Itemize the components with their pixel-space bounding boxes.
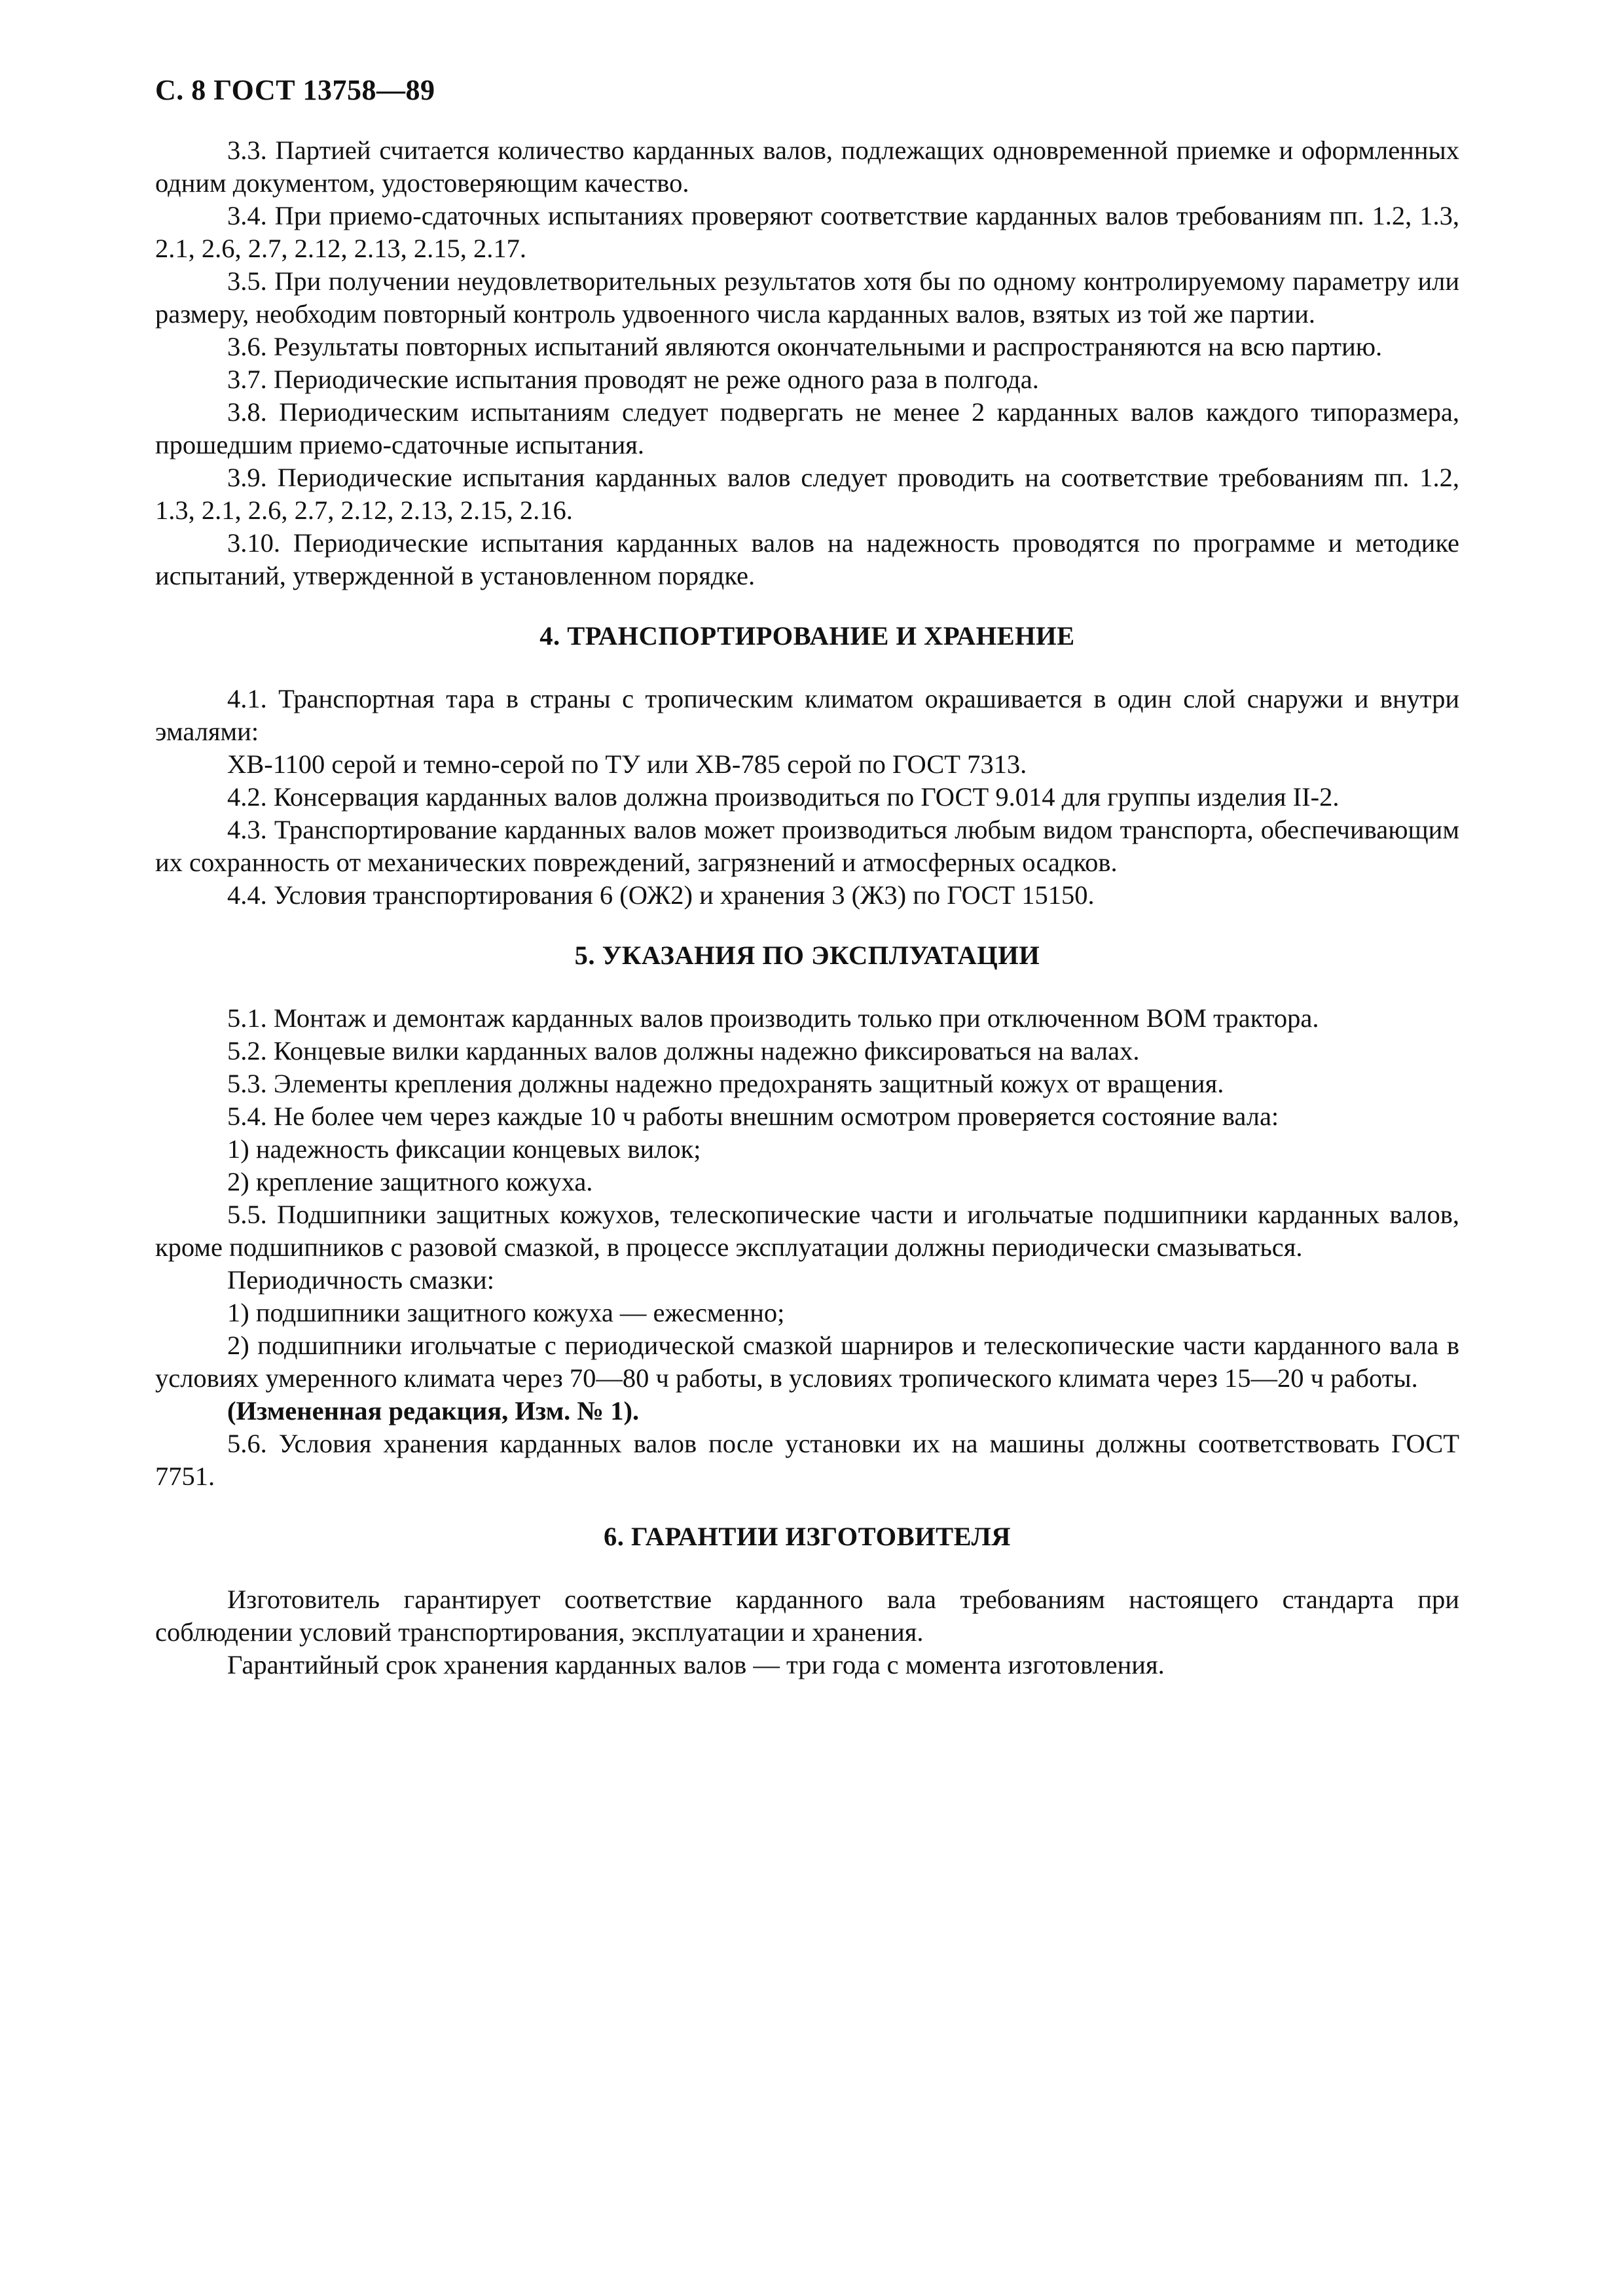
amendment-note: (Измененная редакция, Изм. № 1). [227,1396,640,1426]
paragraph-3-5: 3.5. При получении неудовлетворительных результатов хотя бы по одному контролируемому параметру или размеру, необходим повторный контроль удвоенного числа карданных валов, взятых из той же партии. [155,266,1459,329]
paragraph-4-1-enamels: ХВ-1100 серой и темно-серой по ТУ или ХВ-785 серой по ГОСТ 7313. [227,749,1027,779]
paragraph-5-2: 5.2. Концевые вилки карданных валов должны надежно фиксироваться на валах. [227,1036,1140,1066]
paragraph-5-1: 5.1. Монтаж и демонтаж карданных валов производить только при отключенном ВОМ трактора. [227,1003,1319,1033]
document-body [155,134,1459,1681]
paragraph-3-6: 3.6. Результаты повторных испытаний являются окончательными и распространяются на всю партию. [227,332,1383,361]
paragraph-3-8: 3.8. Периодическим испытаниям следует подвергать не менее 2 карданных валов каждого типоразмера, прошедшим приемо-сдаточные испытания. [155,397,1459,459]
list-item-5-4-2: 2) крепление защитного кожуха. [227,1167,593,1196]
lubrication-period-title: Периодичность смазки: [227,1265,494,1295]
paragraph-4-1: 4.1. Транспортная тара в страны с тропическим климатом окрашивается в один слой снаружи и внутри эмалями: [155,684,1459,746]
paragraph-5-4: 5.4. Не более чем через каждые 10 ч работы внешним осмотром проверяется состояние вала: [227,1102,1279,1131]
list-item-5-4-1: 1) надежность фиксации концевых вилок; [227,1134,701,1164]
paragraph-6-1: Изготовитель гарантирует соответствие карданного вала требованиям настоящего стандарта при соблюдении условий транспортирования, эксплуатации и хранения. [155,1585,1459,1647]
section-4-heading: 4. ТРАНСПОРТИРОВАНИЕ И ХРАНЕНИЕ [539,621,1075,651]
paragraph-3-4: 3.4. При приемо-сдаточных испытаниях проверяют соответствие карданных валов требованиям пп. 1.2, 1.3, 2.1, 2.6, 2.7, 2.12, 2.13, 2.15, 2.17. [155,201,1459,263]
paragraph-3-9: 3.9. Периодические испытания карданных валов следует проводить на соответствие требованиям пп. 1.2, 1.3, 2.1, 2.6, 2.7, 2.12, 2.13, 2.15, 2.16. [155,463,1459,525]
paragraph-5-5: 5.5. Подшипники защитных кожухов, телескопические части и игольчатые подшипники карданных валов, кроме подшипников с разовой смазкой, в процессе эксплуатации должны периодически смазываться. [155,1200,1459,1262]
list-item-5-5-2: 2) подшипники игольчатые с периодической смазкой шарниров и телескопические части карданного вала в условиях умеренного климата через 70—80 ч работы, в условиях тропического климата через 15—20 ч работы. [155,1331,1459,1393]
paragraph-4-2: 4.2. Консервация карданных валов должна производиться по ГОСТ 9.014 для группы изделия II-2. [227,782,1340,812]
paragraph-3-7: 3.7. Периодические испытания проводят не реже одного раза в полгода. [227,365,1039,394]
page-header: С. 8 ГОСТ 13758—89 [155,74,435,106]
list-item-5-5-1: 1) подшипники защитного кожуха — ежесменно; [227,1298,785,1327]
paragraph-4-4: 4.4. Условия транспортирования 6 (ОЖ2) и хранения 3 (Ж3) по ГОСТ 15150. [227,880,1095,910]
section-6-heading: 6. ГАРАНТИИ ИЗГОТОВИТЕЛЯ [603,1522,1012,1551]
paragraph-6-2: Гарантийный срок хранения карданных валов — три года с момента изготовления. [227,1650,1165,1679]
section-5-heading: 5. УКАЗАНИЯ ПО ЭКСПЛУАТАЦИИ [574,941,1040,970]
paragraph-3-10: 3.10. Периодические испытания карданных валов на надежность проводятся по программе и методике испытаний, утвержденной в установленном порядке. [155,528,1459,590]
paragraph-4-3: 4.3. Транспортирование карданных валов может производиться любым видом транспорта, обеспечивающим их сохранность от механических повреждений, загрязнений и атмосферных осадков. [155,815,1459,877]
paragraph-5-3: 5.3. Элементы крепления должны надежно предохранять защитный кожух от вращения. [227,1069,1224,1098]
paragraph-3-3: 3.3. Партией считается количество карданных валов, подлежащих одновременной приемке и оформленных одним документом, удостоверяющим качество. [155,135,1459,198]
paragraph-5-6: 5.6. Условия хранения карданных валов после установки их на машины должны соответствовать ГОСТ 7751. [155,1429,1459,1491]
